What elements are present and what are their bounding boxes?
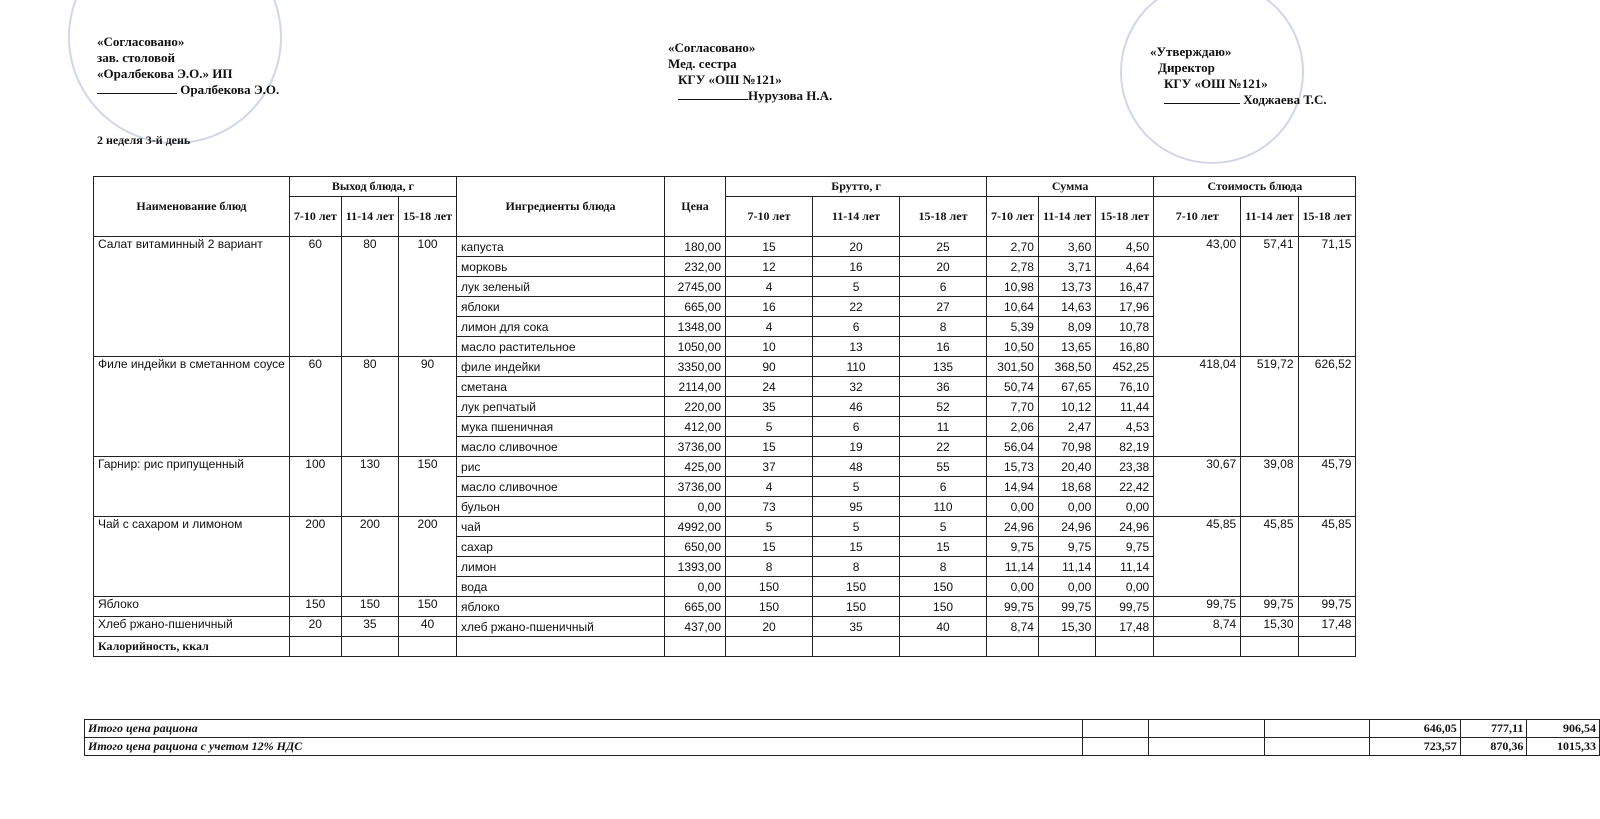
- ingredient-gross: 4: [726, 317, 813, 337]
- header-age: 15-18 лет: [1298, 197, 1356, 237]
- totals-empty-cell: [1264, 738, 1370, 756]
- ingredient-name: чай: [457, 517, 665, 537]
- ingredient-sum: 70,98: [1038, 437, 1095, 457]
- ingredient-sum: 82,19: [1096, 437, 1154, 457]
- calories-cell: [900, 637, 987, 657]
- ingredient-gross: 150: [900, 597, 987, 617]
- ingredient-sum: 67,65: [1038, 377, 1095, 397]
- ingredient-gross: 5: [900, 517, 987, 537]
- ingredient-gross: 6: [900, 277, 987, 297]
- ingredient-sum: 24,96: [1096, 517, 1154, 537]
- dish-name: Салат витаминный 2 вариант: [94, 237, 290, 357]
- signature-line: [678, 99, 748, 100]
- approval-block-canteen: [97, 34, 279, 98]
- ingredient-gross: 40: [900, 617, 987, 637]
- ingredient-sum: 99,75: [987, 597, 1039, 617]
- calories-cell: [457, 637, 665, 657]
- ingredient-price: 2114,00: [665, 377, 726, 397]
- calories-cell: [1298, 637, 1356, 657]
- calories-cell: [399, 637, 457, 657]
- calories-label: Калорийность, ккал: [94, 637, 290, 657]
- dish-cost: 45,85: [1154, 517, 1241, 597]
- ingredient-sum: 14,94: [987, 477, 1039, 497]
- ingredient-gross: 8: [900, 317, 987, 337]
- ingredient-sum: 99,75: [1038, 597, 1095, 617]
- table-row: [94, 237, 1356, 257]
- dish-cost: 8,74: [1154, 617, 1241, 637]
- header-age: 11-14 лет: [341, 197, 398, 237]
- ingredient-sum: 15,73: [987, 457, 1039, 477]
- ingredient-gross: 48: [813, 457, 900, 477]
- ingredient-sum: 5,39: [987, 317, 1039, 337]
- calories-cell: [341, 637, 398, 657]
- ingredient-name: лимон для сока: [457, 317, 665, 337]
- ingredient-name: масло сливочное: [457, 477, 665, 497]
- ingredient-gross: 10: [726, 337, 813, 357]
- dish-cost: 45,79: [1298, 457, 1356, 517]
- ingredient-sum: 11,14: [1038, 557, 1095, 577]
- dish-cost: 71,15: [1298, 237, 1356, 357]
- header-age: 15-18 лет: [1096, 197, 1154, 237]
- calories-cell: [813, 637, 900, 657]
- ingredient-sum: 9,75: [1038, 537, 1095, 557]
- ingredient-sum: 23,38: [1096, 457, 1154, 477]
- ingredient-sum: 17,48: [1096, 617, 1154, 637]
- ingredient-gross: 11: [900, 417, 987, 437]
- dish-cost: 99,75: [1241, 597, 1298, 617]
- approval-person: Оралбекова Э.О.: [180, 82, 280, 97]
- ingredient-gross: 5: [726, 417, 813, 437]
- dish-yield: 35: [341, 617, 398, 637]
- dish-cost: 99,75: [1298, 597, 1356, 617]
- ingredient-gross: 110: [813, 357, 900, 377]
- ingredient-gross: 90: [726, 357, 813, 377]
- ingredient-gross: 5: [813, 277, 900, 297]
- approval-position: зав. столовой: [97, 50, 175, 65]
- ingredient-name: мука пшеничная: [457, 417, 665, 437]
- ingredient-sum: 0,00: [1096, 577, 1154, 597]
- ingredient-sum: 7,70: [987, 397, 1039, 417]
- totals-value: 723,57: [1370, 738, 1460, 756]
- calories-row: [94, 637, 1356, 657]
- dish-yield: 200: [399, 517, 457, 597]
- calories-cell: [1241, 637, 1298, 657]
- ingredient-price: 0,00: [665, 577, 726, 597]
- ingredient-sum: 368,50: [1038, 357, 1095, 377]
- ingredient-price: 3350,00: [665, 357, 726, 377]
- header-age: 11-14 лет: [1241, 197, 1298, 237]
- signature-line: [97, 93, 177, 94]
- ingredient-sum: 16,47: [1096, 277, 1154, 297]
- ingredient-sum: 16,80: [1096, 337, 1154, 357]
- ingredient-gross: 46: [813, 397, 900, 417]
- ingredient-sum: 301,50: [987, 357, 1039, 377]
- totals-empty-cell: [1083, 738, 1149, 756]
- ingredient-sum: 11,44: [1096, 397, 1154, 417]
- ingredient-gross: 8: [900, 557, 987, 577]
- ingredient-gross: 24: [726, 377, 813, 397]
- totals-empty-cell: [1264, 720, 1370, 738]
- approval-title: «Утверждаю»: [1150, 44, 1232, 59]
- dish-yield: 200: [341, 517, 398, 597]
- ingredient-sum: 0,00: [987, 497, 1039, 517]
- ingredient-price: 180,00: [665, 237, 726, 257]
- totals-empty-cell: [1149, 738, 1264, 756]
- ingredient-price: 437,00: [665, 617, 726, 637]
- calories-cell: [665, 637, 726, 657]
- calories-cell: [726, 637, 813, 657]
- ingredient-sum: 0,00: [1096, 497, 1154, 517]
- ingredient-name: рис: [457, 457, 665, 477]
- totals-label: Итого цена рациона с учетом 12% НДС: [85, 738, 1083, 756]
- totals-value: 906,54: [1527, 720, 1600, 738]
- approval-title: «Согласовано»: [97, 34, 185, 49]
- dish-yield: 150: [399, 457, 457, 517]
- ingredient-sum: 24,96: [1038, 517, 1095, 537]
- approval-person: Нурузова Н.А.: [748, 88, 833, 103]
- ingredient-sum: 0,00: [987, 577, 1039, 597]
- approval-org: КГУ «ОШ №121»: [678, 72, 782, 87]
- ingredient-sum: 4,64: [1096, 257, 1154, 277]
- header-yield: Выход блюда, г: [289, 177, 456, 197]
- dish-name: Филе индейки в сметанном соусе: [94, 357, 290, 457]
- ingredient-name: сахар: [457, 537, 665, 557]
- totals-table: [84, 719, 1600, 756]
- ingredient-sum: 18,68: [1038, 477, 1095, 497]
- approval-block-nurse: [668, 40, 832, 104]
- ingredient-price: 220,00: [665, 397, 726, 417]
- dish-yield: 60: [289, 357, 341, 457]
- ingredient-gross: 32: [813, 377, 900, 397]
- ingredient-gross: 6: [813, 317, 900, 337]
- ingredient-gross: 52: [900, 397, 987, 417]
- ingredient-gross: 110: [900, 497, 987, 517]
- table-row: [94, 357, 1356, 377]
- header-age: 7-10 лет: [987, 197, 1039, 237]
- header-ingredients: Ингредиенты блюда: [457, 177, 665, 237]
- ingredient-gross: 15: [726, 437, 813, 457]
- ingredient-sum: 2,70: [987, 237, 1039, 257]
- ingredient-sum: 10,12: [1038, 397, 1095, 417]
- ingredient-name: лук репчатый: [457, 397, 665, 417]
- dish-yield: 150: [289, 597, 341, 617]
- ingredient-gross: 12: [726, 257, 813, 277]
- ingredient-name: морковь: [457, 257, 665, 277]
- table-row: [94, 617, 1356, 637]
- ingredient-sum: 3,60: [1038, 237, 1095, 257]
- header-age: 11-14 лет: [1038, 197, 1095, 237]
- ingredient-gross: 35: [726, 397, 813, 417]
- ingredient-sum: 14,63: [1038, 297, 1095, 317]
- ingredient-sum: 20,40: [1038, 457, 1095, 477]
- dish-yield: 200: [289, 517, 341, 597]
- ingredient-price: 232,00: [665, 257, 726, 277]
- dish-cost: 626,52: [1298, 357, 1356, 457]
- ingredient-sum: 0,00: [1038, 497, 1095, 517]
- header-sum: Сумма: [987, 177, 1154, 197]
- dish-cost: 15,30: [1241, 617, 1298, 637]
- approval-org: «Оралбекова Э.О.» ИП: [97, 66, 233, 81]
- ingredient-gross: 27: [900, 297, 987, 317]
- ingredient-price: 412,00: [665, 417, 726, 437]
- header-gross: Брутто, г: [726, 177, 987, 197]
- header-age: 7-10 лет: [726, 197, 813, 237]
- ingredient-name: лук зеленый: [457, 277, 665, 297]
- ingredient-price: 1050,00: [665, 337, 726, 357]
- ingredient-gross: 22: [813, 297, 900, 317]
- ingredient-name: масло сливочное: [457, 437, 665, 457]
- ingredient-name: вода: [457, 577, 665, 597]
- approval-position: Мед. сестра: [668, 56, 737, 71]
- dish-yield: 100: [289, 457, 341, 517]
- ingredient-sum: 11,14: [1096, 557, 1154, 577]
- ingredient-gross: 8: [813, 557, 900, 577]
- dish-cost: 57,41: [1241, 237, 1298, 357]
- ingredient-gross: 135: [900, 357, 987, 377]
- dish-name: Чай с сахаром и лимоном: [94, 517, 290, 597]
- ingredient-gross: 16: [813, 257, 900, 277]
- approval-position: Директор: [1158, 60, 1215, 75]
- ingredient-sum: 56,04: [987, 437, 1039, 457]
- ingredient-gross: 37: [726, 457, 813, 477]
- dish-yield: 130: [341, 457, 398, 517]
- ingredient-gross: 150: [726, 597, 813, 617]
- calories-cell: [1096, 637, 1154, 657]
- dish-cost: 17,48: [1298, 617, 1356, 637]
- ingredient-sum: 4,53: [1096, 417, 1154, 437]
- ingredient-gross: 15: [726, 537, 813, 557]
- ingredient-gross: 20: [813, 237, 900, 257]
- ingredient-gross: 4: [726, 277, 813, 297]
- ingredient-sum: 22,42: [1096, 477, 1154, 497]
- dish-cost: 99,75: [1154, 597, 1241, 617]
- dish-name: Яблоко: [94, 597, 290, 617]
- ingredient-price: 4992,00: [665, 517, 726, 537]
- dish-cost: 45,85: [1241, 517, 1298, 597]
- ingredient-gross: 13: [813, 337, 900, 357]
- approval-block-director: [1150, 44, 1327, 108]
- ingredient-sum: 10,64: [987, 297, 1039, 317]
- ingredient-name: лимон: [457, 557, 665, 577]
- ingredient-price: 3736,00: [665, 437, 726, 457]
- ingredient-gross: 16: [900, 337, 987, 357]
- ingredient-gross: 55: [900, 457, 987, 477]
- ingredient-gross: 6: [900, 477, 987, 497]
- calories-cell: [289, 637, 341, 657]
- dish-cost: 39,08: [1241, 457, 1298, 517]
- totals-value: 870,36: [1460, 738, 1527, 756]
- dish-yield: 60: [289, 237, 341, 357]
- ingredient-sum: 99,75: [1096, 597, 1154, 617]
- calories-cell: [1038, 637, 1095, 657]
- ingredient-gross: 150: [900, 577, 987, 597]
- ingredient-sum: 13,73: [1038, 277, 1095, 297]
- week-day-label: 2 неделя 3-й день: [97, 133, 191, 147]
- dish-yield: 80: [341, 237, 398, 357]
- ingredient-sum: 2,78: [987, 257, 1039, 277]
- ingredient-sum: 8,09: [1038, 317, 1095, 337]
- totals-value: 777,11: [1460, 720, 1527, 738]
- ingredient-gross: 22: [900, 437, 987, 457]
- dish-cost: 519,72: [1241, 357, 1298, 457]
- ingredient-sum: 10,50: [987, 337, 1039, 357]
- dish-yield: 150: [341, 597, 398, 617]
- totals-label: Итого цена рациона: [85, 720, 1083, 738]
- ingredient-name: капуста: [457, 237, 665, 257]
- ingredient-gross: 150: [813, 597, 900, 617]
- header-age: 15-18 лет: [900, 197, 987, 237]
- ingredient-gross: 15: [813, 537, 900, 557]
- ingredient-sum: 9,75: [987, 537, 1039, 557]
- ingredient-name: яблоко: [457, 597, 665, 617]
- ingredient-gross: 95: [813, 497, 900, 517]
- ingredient-gross: 15: [726, 237, 813, 257]
- ingredient-price: 650,00: [665, 537, 726, 557]
- dish-yield: 80: [341, 357, 398, 457]
- ingredient-gross: 15: [900, 537, 987, 557]
- dish-yield: 150: [399, 597, 457, 617]
- dish-cost: 30,67: [1154, 457, 1241, 517]
- dish-name: Гарнир: рис припущенный: [94, 457, 290, 517]
- totals-empty-cell: [1083, 720, 1149, 738]
- ingredient-name: масло растительное: [457, 337, 665, 357]
- totals-row: [85, 720, 1600, 738]
- table-row: [94, 457, 1356, 477]
- header-age: 7-10 лет: [289, 197, 341, 237]
- ingredient-gross: 5: [813, 477, 900, 497]
- totals-empty-cell: [1149, 720, 1264, 738]
- ingredient-gross: 73: [726, 497, 813, 517]
- ingredient-price: 2745,00: [665, 277, 726, 297]
- ingredient-gross: 6: [813, 417, 900, 437]
- ingredient-sum: 2,47: [1038, 417, 1095, 437]
- ingredient-gross: 35: [813, 617, 900, 637]
- ingredient-gross: 16: [726, 297, 813, 317]
- ingredient-price: 1393,00: [665, 557, 726, 577]
- ingredient-price: 665,00: [665, 597, 726, 617]
- totals-value: 1015,33: [1527, 738, 1600, 756]
- header-price: Цена: [665, 177, 726, 237]
- totals-row: [85, 738, 1600, 756]
- ingredient-sum: 4,50: [1096, 237, 1154, 257]
- header-cost: Стоимость блюда: [1154, 177, 1356, 197]
- ingredient-gross: 150: [726, 577, 813, 597]
- totals-value: 646,05: [1370, 720, 1460, 738]
- ingredient-name: сметана: [457, 377, 665, 397]
- ingredient-price: 0,00: [665, 497, 726, 517]
- ingredient-price: 665,00: [665, 297, 726, 317]
- table-row: [94, 597, 1356, 617]
- ingredient-gross: 4: [726, 477, 813, 497]
- header-age: 11-14 лет: [813, 197, 900, 237]
- dish-cost: 45,85: [1298, 517, 1356, 597]
- ingredient-sum: 0,00: [1038, 577, 1095, 597]
- ingredient-sum: 11,14: [987, 557, 1039, 577]
- ingredient-price: 425,00: [665, 457, 726, 477]
- ingredient-gross: 150: [813, 577, 900, 597]
- ingredient-name: филе индейки: [457, 357, 665, 377]
- calories-cell: [987, 637, 1039, 657]
- header-dish-name: Наименование блюд: [94, 177, 290, 237]
- dish-cost: 43,00: [1154, 237, 1241, 357]
- dish-yield: 20: [289, 617, 341, 637]
- ingredient-sum: 24,96: [987, 517, 1039, 537]
- ingredient-name: бульон: [457, 497, 665, 517]
- dish-yield: 40: [399, 617, 457, 637]
- ingredient-sum: 10,78: [1096, 317, 1154, 337]
- ingredient-sum: 13,65: [1038, 337, 1095, 357]
- header-row: [94, 177, 1356, 197]
- dish-cost: 418,04: [1154, 357, 1241, 457]
- ingredient-name: хлеб ржано-пшеничный: [457, 617, 665, 637]
- menu-table: [93, 176, 1356, 657]
- ingredient-name: яблоки: [457, 297, 665, 317]
- ingredient-sum: 452,25: [1096, 357, 1154, 377]
- signature-line: [1164, 103, 1240, 104]
- ingredient-gross: 5: [813, 517, 900, 537]
- dish-yield: 90: [399, 357, 457, 457]
- header-age: 7-10 лет: [1154, 197, 1241, 237]
- ingredient-sum: 9,75: [1096, 537, 1154, 557]
- approval-org: КГУ «ОШ №121»: [1164, 76, 1268, 91]
- dish-yield: 100: [399, 237, 457, 357]
- ingredient-sum: 3,71: [1038, 257, 1095, 277]
- ingredient-gross: 5: [726, 517, 813, 537]
- ingredient-sum: 17,96: [1096, 297, 1154, 317]
- ingredient-gross: 8: [726, 557, 813, 577]
- approval-person: Ходжаева Т.С.: [1243, 92, 1327, 107]
- ingredient-sum: 10,98: [987, 277, 1039, 297]
- ingredient-gross: 20: [726, 617, 813, 637]
- ingredient-gross: 36: [900, 377, 987, 397]
- ingredient-price: 3736,00: [665, 477, 726, 497]
- table-row: [94, 517, 1356, 537]
- ingredient-sum: 15,30: [1038, 617, 1095, 637]
- ingredient-price: 1348,00: [665, 317, 726, 337]
- ingredient-gross: 25: [900, 237, 987, 257]
- dish-name: Хлеб ржано-пшеничный: [94, 617, 290, 637]
- ingredient-gross: 20: [900, 257, 987, 277]
- ingredient-sum: 50,74: [987, 377, 1039, 397]
- ingredient-sum: 8,74: [987, 617, 1039, 637]
- calories-cell: [1154, 637, 1241, 657]
- ingredient-sum: 2,06: [987, 417, 1039, 437]
- approval-title: «Согласовано»: [668, 40, 756, 55]
- header-age: 15-18 лет: [399, 197, 457, 237]
- ingredient-sum: 76,10: [1096, 377, 1154, 397]
- ingredient-gross: 19: [813, 437, 900, 457]
